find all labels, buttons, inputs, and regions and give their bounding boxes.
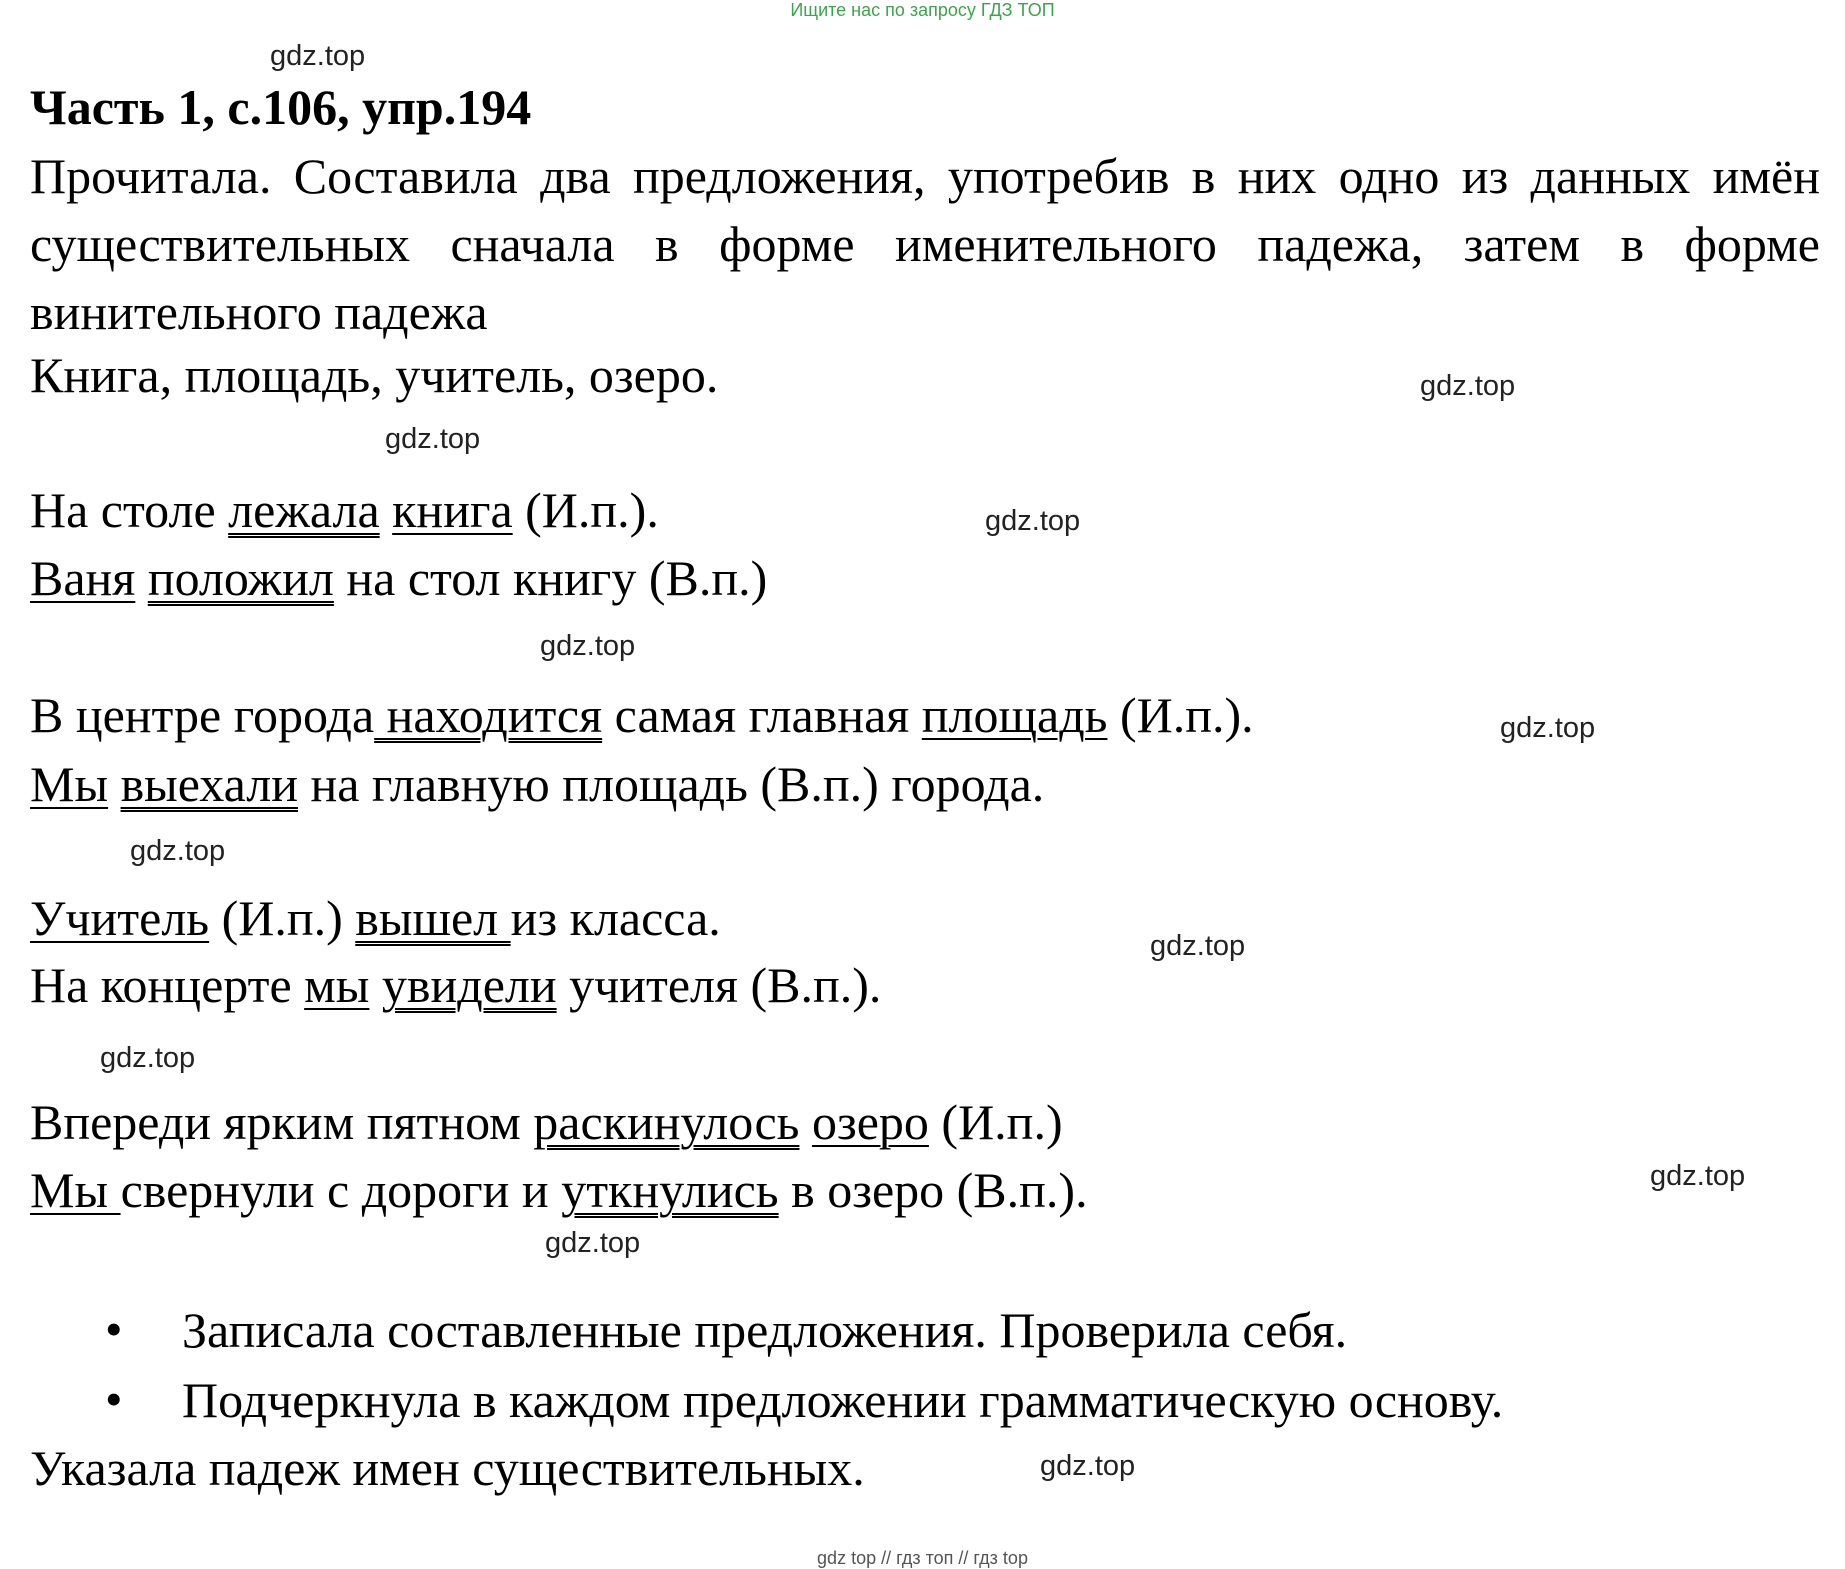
- space: [108, 756, 121, 812]
- sentence-teacher-accusative: [30, 955, 881, 1015]
- sentence-text: На концерте: [30, 957, 305, 1013]
- sentence-text: учителя (В.п.).: [556, 957, 882, 1013]
- sentence-square-nominative: [30, 685, 1254, 745]
- sentence-text: На столе: [30, 482, 229, 538]
- watermark: gdz.top: [540, 630, 636, 662]
- space: [380, 482, 393, 538]
- sentence-text: Впереди ярким пятном: [30, 1094, 534, 1150]
- case-note: (И.п.): [209, 890, 356, 946]
- predicate: увидели: [381, 957, 557, 1013]
- space: [799, 1094, 812, 1150]
- predicate: раскинулось: [533, 1094, 800, 1150]
- watermark: gdz.top: [1650, 1160, 1746, 1192]
- watermark: gdz.top: [545, 1227, 641, 1259]
- sentence-square-accusative: [30, 754, 1044, 814]
- predicate: уткнулись: [561, 1162, 779, 1218]
- sentence-teacher-nominative: [30, 888, 721, 948]
- subject: Ваня: [30, 550, 136, 606]
- bullet-marker: •: [105, 1301, 123, 1357]
- subject: книга: [392, 482, 513, 538]
- predicate: находится: [374, 687, 603, 743]
- sentence-lake-nominative: [30, 1092, 1063, 1152]
- watermark: gdz.top: [1500, 712, 1596, 744]
- subject: озеро: [811, 1094, 929, 1150]
- predicate: положил: [147, 550, 334, 606]
- sentence-text: В центре города: [30, 687, 375, 743]
- subject: мы: [304, 957, 370, 1013]
- sentence-book-accusative: [30, 548, 767, 608]
- sentence-lake-accusative: [30, 1160, 1088, 1220]
- subject: Мы: [30, 1162, 121, 1218]
- bullet-item: Записала составленные предложения. Проверила себя.: [182, 1302, 1348, 1358]
- case-note: (И.п.): [928, 1094, 1063, 1150]
- bullet-item: Подчеркнула в каждом предложении грамматическую основу.: [182, 1372, 1504, 1428]
- subject: Учитель: [30, 890, 210, 946]
- watermark: gdz.top: [270, 40, 366, 72]
- bullet-marker: •: [105, 1371, 123, 1427]
- watermark: gdz.top: [100, 1042, 196, 1074]
- case-note: (И.п.).: [1107, 687, 1254, 743]
- top-banner[interactable]: Ищите нас по запросу ГДЗ ТОП: [790, 0, 1055, 20]
- footer-links[interactable]: gdz top // гдз топ // гдз top: [817, 1548, 1028, 1568]
- nouns-list: Книга, площадь, учитель, озеро.: [30, 347, 719, 403]
- case-note: (И.п.).: [512, 482, 659, 538]
- watermark: gdz.top: [130, 835, 226, 867]
- predicate: выехали: [120, 756, 298, 812]
- sentence-text: самая главная: [602, 687, 922, 743]
- subject: площадь: [921, 687, 1108, 743]
- sentence-text: на главную площадь (В.п.) города.: [297, 756, 1045, 812]
- subject: Мы: [30, 756, 109, 812]
- predicate: лежала: [228, 482, 380, 538]
- sentence-text: из класса.: [510, 890, 721, 946]
- sentence-text: в озеро (В.п.).: [778, 1162, 1088, 1218]
- sentence-text: свернули с дороги и: [120, 1162, 562, 1218]
- predicate: вышел: [355, 890, 511, 946]
- watermark: gdz.top: [385, 423, 481, 455]
- sentence-book-nominative: [30, 480, 659, 540]
- exercise-heading: Часть 1, с.106, упр.194: [30, 79, 532, 135]
- space: [135, 550, 148, 606]
- watermark: gdz.top: [1420, 370, 1516, 402]
- task-description: Прочитала. Составила два предложения, употребив в них одно из данных имён существительных сначала в форме именительного падежа, затем в форме винительного падежа: [30, 148, 1820, 340]
- space: [369, 957, 382, 1013]
- watermark: gdz.top: [1040, 1450, 1136, 1482]
- watermark: gdz.top: [985, 505, 1081, 537]
- sentence-text: на стол книгу (В.п.): [333, 550, 768, 606]
- watermark: gdz.top: [1150, 930, 1246, 962]
- closing-line: Указала падеж имен существительных.: [30, 1440, 865, 1496]
